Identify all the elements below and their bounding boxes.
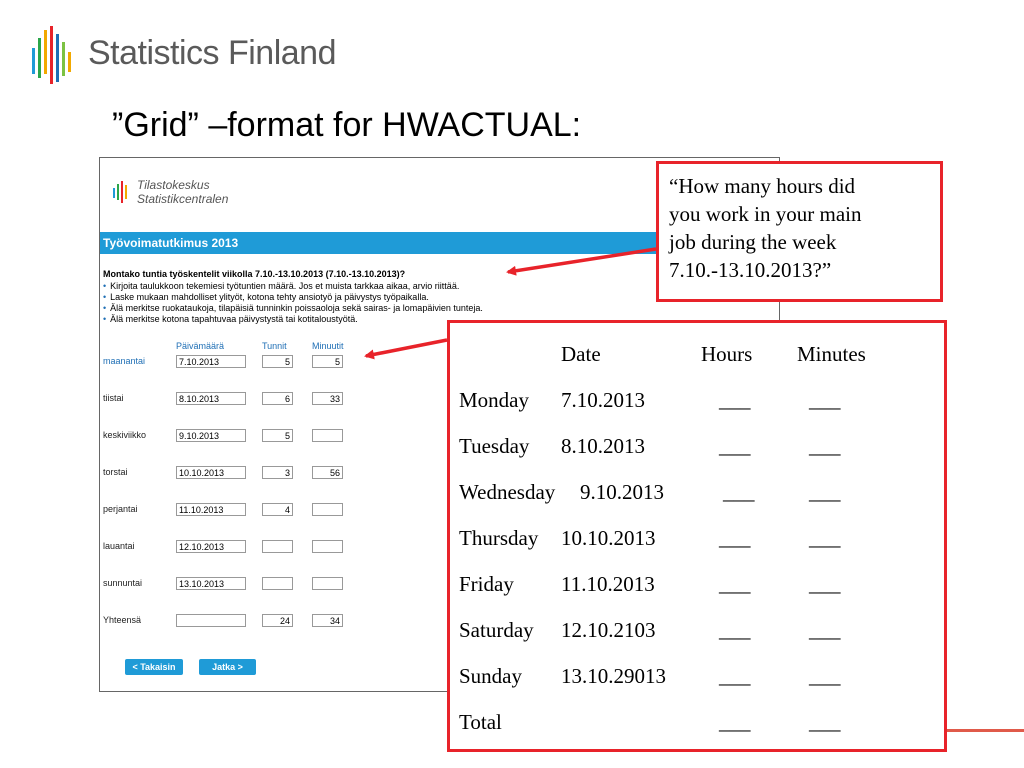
- instructions-list: [103, 281, 483, 325]
- grid-callout: [447, 320, 947, 752]
- date-field[interactable]: 12.10.2013: [176, 540, 246, 553]
- column-header-date: Päivämäärä: [176, 341, 225, 351]
- org-name-fi: Tilastokeskus: [137, 178, 210, 192]
- minutes-input[interactable]: 56: [312, 466, 343, 479]
- grid-day: Friday: [459, 572, 514, 596]
- total-label: Yhteensä: [103, 615, 142, 625]
- grid-day: Saturday: [459, 618, 534, 642]
- date-field[interactable]: 8.10.2013: [176, 392, 246, 405]
- hours-input[interactable]: [262, 540, 293, 553]
- callout-line: you work in your main: [669, 202, 862, 226]
- next-button[interactable]: Jatka >: [199, 659, 256, 675]
- grid-day: Wednesday: [459, 480, 556, 504]
- callout-line: 7.10.-13.10.2013?”: [669, 258, 832, 282]
- instruction-item: • Älä merkitse kotona tapahtuvaa päivystystä tai kotitaloustyötä.: [103, 314, 483, 325]
- date-field[interactable]: 11.10.2013: [176, 503, 246, 516]
- grid-hours-blank: ___: [719, 434, 751, 458]
- grid-header-minutes: Minutes: [797, 342, 866, 366]
- minutes-input[interactable]: [312, 503, 343, 516]
- column-header-hours: Tunnit: [262, 341, 287, 351]
- decorative-red-line: [947, 729, 1024, 732]
- date-field[interactable]: 13.10.2013: [176, 577, 246, 590]
- instruction-item: • Älä merkitse ruokataukoja, tilapäisiä tunninkin poissaoloja sekä sairas- ja lomapäivien tunteja.: [103, 303, 483, 314]
- tilastokeskus-logo-icon: [112, 180, 130, 204]
- hours-input[interactable]: 5: [262, 429, 293, 442]
- grid-date: 11.10.2013: [561, 572, 655, 596]
- callout-line: “How many hours did: [669, 174, 856, 198]
- instruction-item: • Laske mukaan mahdolliset ylityöt, kotona tehty ansiotyö ja päivystys työpaikalla.: [103, 292, 483, 303]
- grid-header-date: Date: [561, 342, 601, 366]
- hours-input[interactable]: 6: [262, 392, 293, 405]
- grid-hours-blank: ___: [723, 480, 755, 504]
- grid-minutes-blank: ___: [809, 572, 841, 596]
- hours-input[interactable]: 3: [262, 466, 293, 479]
- minutes-input[interactable]: 5: [312, 355, 343, 368]
- total-minutes-field: 34: [312, 614, 343, 627]
- minutes-input[interactable]: [312, 429, 343, 442]
- grid-minutes-blank: ___: [809, 618, 841, 642]
- grid-date: 12.10.2103: [561, 618, 656, 642]
- total-hours-field: 24: [262, 614, 293, 627]
- date-field[interactable]: 7.10.2013: [176, 355, 246, 368]
- minutes-input[interactable]: [312, 540, 343, 553]
- column-header-minutes: Minuutit: [312, 341, 344, 351]
- hours-input[interactable]: 4: [262, 503, 293, 516]
- grid-hours-blank: ___: [719, 664, 751, 688]
- day-label: perjantai: [103, 504, 138, 514]
- day-label: torstai: [103, 467, 128, 477]
- grid-hours-blank: ___: [719, 526, 751, 550]
- grid-date: 8.10.2013: [561, 434, 645, 458]
- grid-hours-blank: ___: [719, 388, 751, 412]
- grid-minutes-blank: ___: [809, 434, 841, 458]
- grid-minutes-blank: ___: [809, 710, 841, 734]
- org-name-sv: Statistikcentralen: [137, 192, 229, 206]
- grid-hours-blank: ___: [719, 572, 751, 596]
- survey-title-bar: Työvoimatutkimus 2013: [100, 232, 779, 254]
- day-label: sunnuntai: [103, 578, 143, 588]
- callout-line: job during the week: [669, 230, 837, 254]
- date-field[interactable]: 10.10.2013: [176, 466, 246, 479]
- grid-date: 13.10.29013: [561, 664, 666, 688]
- back-button[interactable]: < Takaisin: [125, 659, 183, 675]
- grid-hours-blank: ___: [719, 710, 751, 734]
- grid-minutes-blank: ___: [809, 526, 841, 550]
- question-callout: [656, 161, 943, 302]
- grid-date: 7.10.2013: [561, 388, 645, 412]
- grid-minutes-blank: ___: [809, 664, 841, 688]
- question-text: Montako tuntia työskentelit viikolla 7.10.-13.10.2013 (7.10.-13.10.2013)?: [103, 269, 406, 279]
- hours-input[interactable]: [262, 577, 293, 590]
- minutes-input[interactable]: 33: [312, 392, 343, 405]
- grid-header-hours: Hours: [701, 342, 753, 366]
- slide-title: ”Grid” –format for HWACTUAL:: [112, 106, 582, 144]
- grid-total-label: Total: [459, 710, 502, 734]
- hours-input[interactable]: 5: [262, 355, 293, 368]
- logo-text: Statistics Finland: [88, 34, 336, 72]
- grid-day: Monday: [459, 388, 529, 412]
- day-label: tiistai: [103, 393, 124, 403]
- day-label: maanantai: [103, 356, 146, 366]
- grid-minutes-blank: ___: [809, 480, 841, 504]
- grid-hours-blank: ___: [719, 618, 751, 642]
- grid-day: Tuesday: [459, 434, 530, 458]
- grid-day: Sunday: [459, 664, 522, 688]
- statistics-finland-logo-icon: [30, 26, 76, 88]
- grid-minutes-blank: ___: [809, 388, 841, 412]
- instruction-item: • Kirjoita taulukkoon tekemiesi työtuntien määrä. Jos et muista tarkkaa aikaa, arvio riittää.: [103, 281, 483, 292]
- grid-date: 10.10.2013: [561, 526, 656, 550]
- day-label: keskiviikko: [103, 430, 147, 440]
- grid-day: Thursday: [459, 526, 539, 550]
- minutes-input[interactable]: [312, 577, 343, 590]
- day-label: lauantai: [103, 541, 135, 551]
- date-field[interactable]: 9.10.2013: [176, 429, 246, 442]
- grid-date: 9.10.2013: [580, 480, 664, 504]
- date-field: [176, 614, 246, 627]
